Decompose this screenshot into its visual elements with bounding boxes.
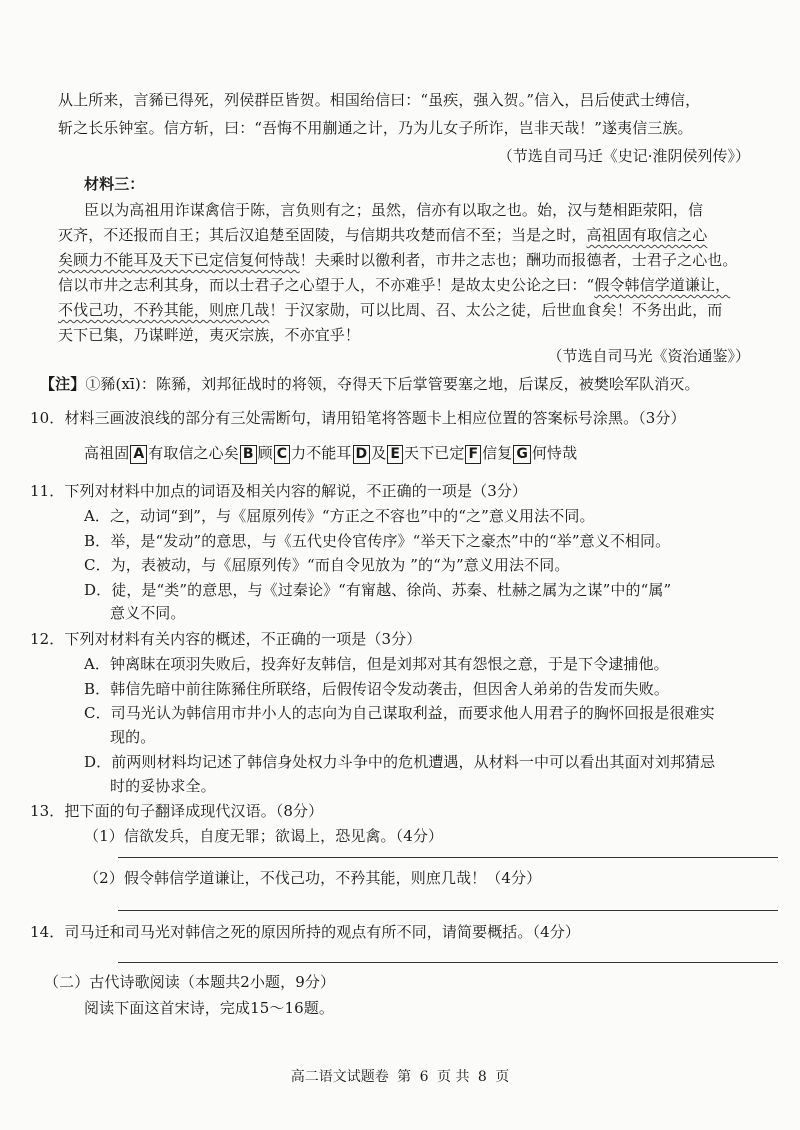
passage-line: 从上所来，言豨已得死，列侯群臣皆贺。相国绐信曰：“虽疾，强入贺。”信入，吕后使武士缚信， [58, 91, 701, 109]
segment-text: 力不能耳 [291, 444, 352, 462]
choice-b: B．韩信先暗中前往陈豨住所联络，后假传诏令发动袭击，但因舍人弟弟的告发而失败。 [84, 680, 669, 698]
choice-c-continued: 现的。 [110, 728, 156, 746]
wavy-underlined-text: 矣顾力不能耳及天下已定信复何恃哉 [58, 251, 300, 269]
choice-d-continued: 意义不同。 [110, 604, 186, 622]
passage-line [58, 298, 722, 322]
note-text: ①豨(xī)：陈豨，刘邦征战时的将领，夺得天下后掌管要塞之地，后谋反，被樊哙军队消灭。 [85, 375, 700, 393]
segment-text: 何恃哉 [531, 444, 578, 462]
choice-d: D．前两则材料均记述了韩信身处权力斗争中的危机遭遇，从材料一中可以看出其面对刘邦猜忌 [84, 753, 716, 771]
page-number: 6 [419, 1069, 429, 1085]
passage-text: ！于汉家勋，可以比周、召、太公之徒，后世血食矣！不务出此，而 [269, 301, 723, 319]
segment-text: 及 [371, 444, 387, 462]
answer-line[interactable] [118, 910, 778, 911]
segment-text: 高祖固 [84, 444, 130, 462]
translation-sentence-1: （1）信欲发兵，自度无罪；欲谒上，恐见禽。（4分） [84, 827, 444, 845]
answer-line[interactable] [118, 857, 778, 858]
page-footer [0, 1066, 800, 1086]
choice-a: A．之，动词“到”，与《屈原列传》“方正之不容也”中的“之”意义用法不同。 [84, 507, 595, 525]
answer-line[interactable] [118, 962, 778, 963]
passage-text: ！夫乘时以徼利者，市井之志也；酬功而报德者，士君子之心也。 [299, 251, 738, 269]
passage-line [58, 248, 738, 272]
passage-text: 信以市井之志利其身，而以士君子之心望于人，不亦难乎！是故太史公论之曰：“ [58, 276, 595, 294]
break-option-e[interactable]: E [387, 445, 403, 464]
question-13-stem: 13．把下面的句子翻译成现代汉语。（8分） [30, 802, 324, 820]
footer-text: 页 共 [437, 1069, 470, 1085]
break-option-g[interactable]: G [513, 445, 531, 464]
passage-line [58, 223, 707, 247]
passage-text: 灭齐，不还报而自王；其后汉追楚至固陵，与信期共攻楚而信不至；当是之时， [58, 226, 587, 244]
break-option-c[interactable]: C [274, 445, 290, 464]
question-11-stem: 11．下列对材料中加点的词语及相关内容的解说，不正确的一项是（3分） [30, 482, 528, 500]
footer-text: 页 [495, 1069, 510, 1085]
segment-text: 天下已定 [404, 444, 465, 462]
break-option-f[interactable]: F [465, 445, 481, 464]
passage-line: 臣以为高祖用诈谋禽信于陈，言负则有之；虽然，信亦有以取之也。始，汉与楚相距荥阳，信 [84, 201, 704, 219]
passage-line [58, 273, 730, 297]
segment-text: 顾 [257, 444, 273, 462]
choice-c: C．司马光认为韩信用市井小人的志向为自己谋取利益，而要求他人用君子的胸怀回报是很难实 [84, 704, 715, 722]
underlined-text: 不伐己功，不矜其能，则庶几哉 [58, 301, 270, 319]
underlined-text: 假令韩信学道谦让， [594, 276, 731, 294]
footer-exam-title: 高二语文试题卷 [290, 1069, 389, 1085]
passage-line: 斩之长乐钟室。信方斩，曰：“吾悔不用蒯通之计，乃为儿女子所诈，岂非天哉！”遂夷信三族。 [58, 119, 693, 137]
question-10-options [84, 441, 577, 465]
break-option-a[interactable]: A [130, 445, 147, 464]
material-heading: 材料三： [84, 175, 145, 193]
translation-sentence-2: （2）假令韩信学道谦让，不伐己功，不矜其能，则庶几哉！（4分） [84, 869, 542, 887]
question-14-stem: 14．司马迁和司马光对韩信之死的原因所持的观点有所不同，请简要概括。（4分） [30, 923, 580, 941]
question-10-stem: 10．材料三画波浪线的部分有三处需断句，请用铅笔将答题卡上相应位置的答案标号涂黑。（3分） [30, 409, 686, 427]
break-option-d[interactable]: D [353, 445, 371, 464]
passage-line: 天下已集，乃谋畔逆，夷灭宗族，不亦宜乎！ [58, 326, 361, 344]
footer-text: 第 [397, 1069, 412, 1085]
segment-text: 信复 [482, 444, 513, 462]
break-option-b[interactable]: B [240, 445, 257, 464]
section-instruction: 阅读下面这首宋诗，完成15～16题。 [84, 999, 334, 1017]
choice-c: C．为，表被动，与《屈原列传》“而自令见放为 ”的“为”意义用法不同。 [84, 556, 570, 574]
wavy-underlined-text: 高祖固有取信之心 [586, 226, 708, 244]
choice-a: A．钟离眜在项羽失败后，投奔好友韩信，但是刘邦对其有怨恨之意，于是下令逮捕他。 [84, 655, 669, 673]
total-pages: 8 [477, 1069, 487, 1085]
question-12-stem: 12．下列对材料有关内容的概述，不正确的一项是（3分） [30, 630, 422, 648]
source-citation: （节选自司马迁《史记·淮阴侯列传》） [497, 147, 750, 165]
choice-b: B．举，是“发动”的意思，与《五代史伶官传序》“举天下之豪杰”中的“举”意义不相同。 [84, 532, 671, 550]
section-title: （二）古代诗歌阅读（本题共2小题，9分） [44, 973, 336, 991]
segment-text: 有取信之心矣 [148, 444, 239, 462]
choice-d-continued: 时的妥协求全。 [110, 777, 216, 795]
note [40, 372, 700, 396]
source-citation: （节选自司马光《资治通鉴》） [547, 347, 750, 365]
note-label: 【注】 [40, 375, 86, 393]
choice-d: D．徒，是“类”的意思，与《过秦论》“有甯越、徐尚、苏秦、杜赫之属为之谋”中的“属” [84, 581, 672, 599]
